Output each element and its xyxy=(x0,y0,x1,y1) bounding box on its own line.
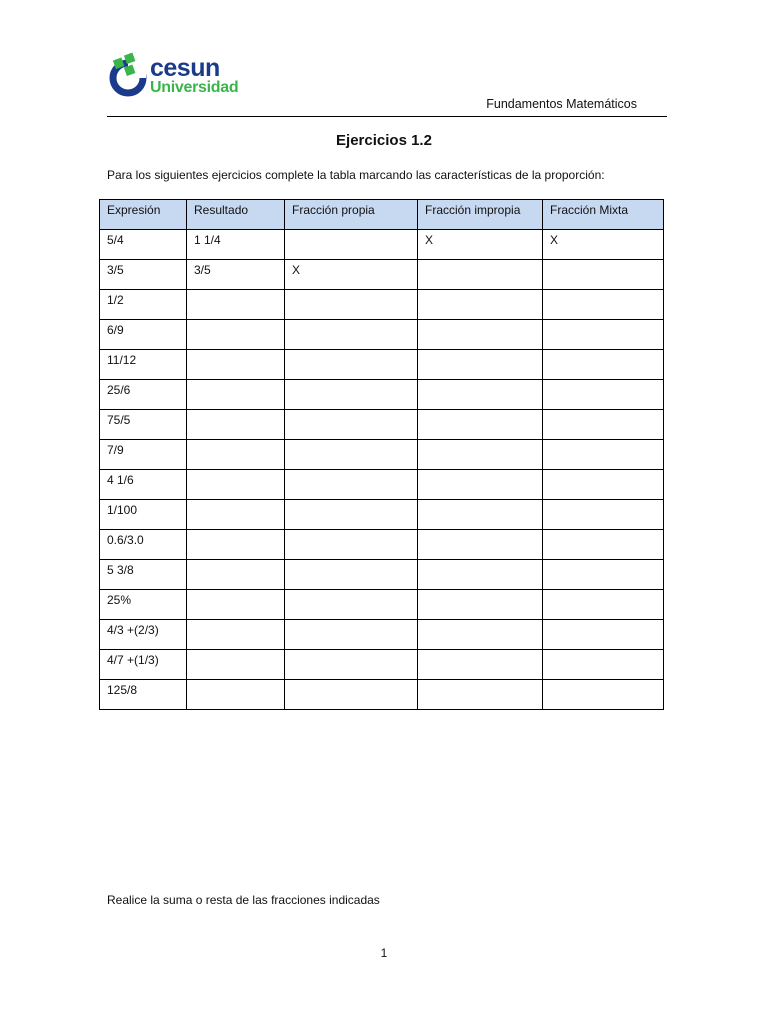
table-cell xyxy=(187,350,285,380)
table-cell: 4/3 +(2/3) xyxy=(100,620,187,650)
table-row xyxy=(100,560,664,590)
table-cell xyxy=(543,560,664,590)
table-cell: 3/5 xyxy=(100,260,187,290)
table-cell: X xyxy=(418,230,543,260)
exercise-table xyxy=(99,199,664,710)
table-row xyxy=(100,500,664,530)
table-cell xyxy=(187,290,285,320)
table-cell xyxy=(285,680,418,710)
page-number: 1 xyxy=(380,946,388,960)
column-header: Fracción propia xyxy=(285,200,418,230)
table-row xyxy=(100,350,664,380)
table-header-row xyxy=(100,200,664,230)
table-row xyxy=(100,590,664,620)
table-cell xyxy=(187,560,285,590)
table-cell xyxy=(418,650,543,680)
table-cell xyxy=(187,650,285,680)
table-cell xyxy=(543,320,664,350)
table-cell xyxy=(187,320,285,350)
table-cell xyxy=(543,530,664,560)
table-cell: 0.6/3.0 xyxy=(100,530,187,560)
table-cell xyxy=(187,440,285,470)
table-row xyxy=(100,620,664,650)
table-cell xyxy=(285,650,418,680)
table-cell xyxy=(543,500,664,530)
table-cell: X xyxy=(543,230,664,260)
table-cell: 3/5 xyxy=(187,260,285,290)
footer-instruction: Realice la suma o resta de las fracciones indicadas xyxy=(107,893,380,907)
table-cell xyxy=(418,260,543,290)
table-cell: 1/2 xyxy=(100,290,187,320)
table-cell xyxy=(418,590,543,620)
table-cell xyxy=(187,620,285,650)
table-row xyxy=(100,530,664,560)
column-header: Fracción Mixta xyxy=(543,200,664,230)
table-cell xyxy=(543,590,664,620)
table-cell xyxy=(285,440,418,470)
table-cell xyxy=(187,380,285,410)
column-header: Resultado xyxy=(187,200,285,230)
instruction-text: Para los siguientes ejercicios complete la tabla marcando las características de la proporción: xyxy=(107,168,605,182)
table-cell xyxy=(418,410,543,440)
table-cell xyxy=(543,650,664,680)
table-cell xyxy=(285,290,418,320)
table-cell xyxy=(418,530,543,560)
table-body xyxy=(100,230,664,710)
table-cell xyxy=(285,590,418,620)
table-cell xyxy=(285,620,418,650)
table-cell: 4 1/6 xyxy=(100,470,187,500)
logo-wordmark: cesun xyxy=(150,54,220,82)
table-row xyxy=(100,230,664,260)
table-row xyxy=(100,380,664,410)
table-row xyxy=(100,320,664,350)
table-cell: 1 1/4 xyxy=(187,230,285,260)
table-cell xyxy=(285,530,418,560)
course-name: Fundamentos Matemáticos xyxy=(486,97,637,111)
table-cell: 11/12 xyxy=(100,350,187,380)
cesun-emblem-icon xyxy=(108,50,148,100)
table-cell xyxy=(418,620,543,650)
column-header: Fracción impropia xyxy=(418,200,543,230)
table-cell: X xyxy=(285,260,418,290)
table-cell xyxy=(418,380,543,410)
table-cell: 25% xyxy=(100,590,187,620)
table-cell xyxy=(187,680,285,710)
table-cell xyxy=(418,440,543,470)
page-title: Ejercicios 1.2 xyxy=(336,132,432,149)
table-cell: 7/9 xyxy=(100,440,187,470)
table-cell: 1/100 xyxy=(100,500,187,530)
table-cell: 5/4 xyxy=(100,230,187,260)
table-cell: 5 3/8 xyxy=(100,560,187,590)
table-cell xyxy=(418,500,543,530)
table-row xyxy=(100,680,664,710)
table-row xyxy=(100,650,664,680)
column-header: Expresión xyxy=(100,200,187,230)
table-row xyxy=(100,290,664,320)
table-cell xyxy=(418,350,543,380)
table-cell xyxy=(187,500,285,530)
table-cell xyxy=(418,680,543,710)
table-cell xyxy=(187,470,285,500)
table-cell xyxy=(285,470,418,500)
table-cell xyxy=(285,230,418,260)
table-cell xyxy=(543,260,664,290)
table-cell: 6/9 xyxy=(100,320,187,350)
table-cell xyxy=(543,350,664,380)
table-cell xyxy=(285,380,418,410)
table-row xyxy=(100,410,664,440)
cesun-logo xyxy=(108,50,240,112)
table-cell xyxy=(418,470,543,500)
table-cell: 75/5 xyxy=(100,410,187,440)
table-cell xyxy=(543,440,664,470)
table-cell xyxy=(543,290,664,320)
logo-subtitle: Universidad xyxy=(150,79,239,96)
table-cell xyxy=(187,530,285,560)
header-divider xyxy=(107,116,667,117)
table-cell: 4/7 +(1/3) xyxy=(100,650,187,680)
table-cell xyxy=(543,380,664,410)
table-cell xyxy=(543,470,664,500)
table-cell xyxy=(543,410,664,440)
table-cell xyxy=(418,290,543,320)
table-cell xyxy=(285,500,418,530)
table-row xyxy=(100,470,664,500)
table-cell: 125/8 xyxy=(100,680,187,710)
table-cell xyxy=(187,590,285,620)
table-cell xyxy=(187,410,285,440)
table-row xyxy=(100,440,664,470)
table-cell xyxy=(543,620,664,650)
table-cell: 25/6 xyxy=(100,380,187,410)
table-row xyxy=(100,260,664,290)
table-cell xyxy=(418,560,543,590)
table-cell xyxy=(543,680,664,710)
table-cell xyxy=(285,350,418,380)
table-cell xyxy=(418,320,543,350)
table-cell xyxy=(285,320,418,350)
table-cell xyxy=(285,560,418,590)
table-cell xyxy=(285,410,418,440)
